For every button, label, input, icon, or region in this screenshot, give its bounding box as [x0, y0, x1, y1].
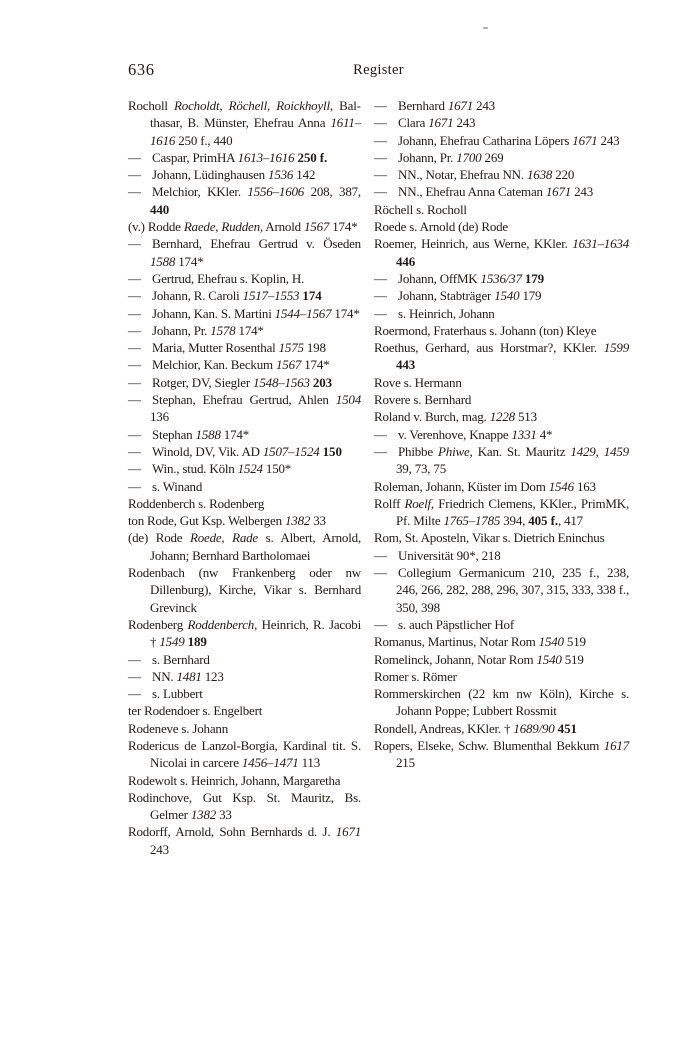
index-entry: — Johann, Stabträger 1540 179 [374, 288, 542, 304]
index-entry: Rodewolt s. Heinrich, Johann, Margaretha [128, 772, 341, 788]
index-entry: Rondell, Andreas, KKler. † 1689/90 451 [374, 720, 577, 736]
index-entry: — Bernhard 1671 243 [374, 98, 495, 113]
index-entry: ton Rode, Gut Ksp. Welbergen 1382 33 [128, 513, 326, 529]
dash-marker: — [374, 184, 387, 200]
index-entry: Rodenberg Roddenberch, Heinrich, R. Jacobi † 1549 189 [128, 616, 361, 650]
dash-marker: — [128, 392, 141, 408]
index-column-right [374, 97, 629, 858]
index-entry: Roethus, Gerhard, aus Horstmar?, KKler. 1599 443 [374, 340, 629, 373]
dash-marker: — [128, 478, 141, 494]
index-entry: — Johann, Lüdinghausen 1536 142 [128, 167, 316, 183]
index-entry: — Johann, Pr. 1700 269 [374, 149, 504, 165]
dash-marker: — [128, 149, 141, 165]
index-entry: Roland v. Burch, mag. 1228 513 [374, 409, 537, 425]
dash-marker: — [128, 374, 141, 390]
index-entry: — Caspar, PrimHA 1613–1616 250 f. [128, 149, 328, 165]
index-entry: Romelinck, Johann, Notar Rom 1540 519 [374, 651, 584, 667]
index-entry: — s. Winand [128, 478, 203, 494]
index-entry: Roede s. Arnold (de) Rode [374, 219, 509, 235]
index-entry: — Clara 1671 243 [374, 115, 476, 131]
dash-marker: — [128, 461, 141, 477]
index-entry: — NN. 1481 123 [128, 668, 224, 684]
index-entry: — Phibbe Phiwe, Kan. St. Mauritz 1429, 1459 39, 73, 75 [374, 443, 629, 477]
index-entry: Roleman, Johann, Küster im Dom 1546 163 [374, 478, 596, 494]
index-entry: — Johann, Pr. 1578 174* [128, 322, 264, 338]
index-entry: Rodorff, Arnold, Sohn Bernhards d. J. 1671 243 [128, 824, 361, 857]
index-entry: — Bernhard, Ehefrau Gertrud v. Öseden 1588 174* [128, 236, 361, 269]
page-title: Register [353, 62, 404, 78]
index-entry: — NN., Notar, Ehefrau NN. 1638 220 [374, 167, 575, 183]
dash-marker: — [374, 565, 387, 581]
index-entry: Rodinchove, Gut Ksp. St. Mauritz, Bs. Gelmer 1382 33 [128, 789, 361, 823]
index-entry: Röchell s. Rocholl [374, 201, 467, 217]
dash-marker: — [128, 340, 141, 356]
dash-marker: — [128, 184, 141, 200]
index-entry: Rolff Roelf, Friedrich Clemens, KKler., PrimMK, Pf. Milte 1765–1785 394, 405 f., 417 [374, 495, 629, 529]
page-header [128, 60, 629, 82]
index-entry: Rodenbach (nw Frankenberg oder nw Dillenburg), Kirche, Vikar s. Bernhard Grevinck [128, 565, 361, 615]
index-entry: — s. Bernhard [128, 651, 210, 667]
index-entry: — Johann, R. Caroli 1517–1553 174 [128, 288, 322, 304]
index-entry: — s. Lubbert [128, 686, 203, 702]
index-entry: Romer s. Römer [374, 668, 457, 684]
index-entry: Ropers, Elseke, Schw. Blumenthal Bekkum 1617 215 [374, 737, 629, 771]
dash-marker: — [128, 167, 141, 183]
index-entry: Rove s. Hermann [374, 374, 462, 390]
scan-artifact-speck [483, 27, 488, 29]
dash-marker: — [128, 270, 141, 286]
index-entry: — Melchior, KKler. 1556–1606 208, 387, 440 [128, 184, 361, 217]
index-entry: — Gertrud, Ehefrau s. Koplin, H. [128, 270, 305, 286]
dash-marker: — [374, 149, 387, 165]
dash-marker: — [374, 270, 387, 286]
dash-marker: — [374, 167, 387, 183]
index-column-left [128, 97, 361, 858]
dash-marker: — [374, 132, 387, 148]
dash-marker: — [374, 305, 387, 321]
index-entry: Rommerskirchen (22 km nw Köln), Kirche s. Johann Poppe; Lubbert Rossmit [374, 686, 629, 719]
index-entry: — Win., stud. Köln 1524 150* [128, 461, 292, 477]
page-number: 636 [128, 60, 155, 79]
index-entry: — s. Heinrich, Johann [374, 305, 495, 321]
index-entry: — Collegium Germanicum 210, 235 f., 238, 246, 266, 282, 288, 296, 307, 315, 333, 338 f., 350, 398 [374, 565, 629, 615]
index-entry: Rovere s. Bernhard [374, 392, 472, 408]
index-entry: — Rotger, DV, Siegler 1548–1563 203 [128, 374, 333, 390]
dash-marker: — [374, 426, 387, 442]
index-entry: — Maria, Mutter Rosenthal 1575 198 [128, 340, 326, 356]
index-entry: — Melchior, Kan. Beckum 1567 174* [128, 357, 330, 373]
index-entry: Rodeneve s. Johann [128, 720, 229, 736]
index-entry: Roermond, Fraterhaus s. Johann (ton) Kleye [374, 322, 597, 338]
dash-marker: — [128, 305, 141, 321]
dash-marker: — [128, 322, 141, 338]
dash-marker: — [374, 547, 387, 563]
dash-marker: — [128, 426, 141, 442]
index-entry: (de) Rode Roede, Rade s. Albert, Arnold, Johann; Bernhard Bartholomaei [128, 530, 361, 563]
dash-marker: — [128, 357, 141, 373]
index-entry: Rom, St. Aposteln, Vikar s. Dietrich Eninchus [374, 530, 605, 546]
index-entry: — Stephan, Ehefrau Gertrud, Ahlen 1504 136 [128, 392, 361, 425]
index-entry: — Universität 90*, 218 [374, 547, 501, 563]
index-entry: — Johann, Ehefrau Catharina Löpers 1671 243 [374, 132, 620, 148]
index-entry: — Johann, OffMK 1536/37 179 [374, 270, 545, 286]
index-entry: Rodericus de Lanzol-Borgia, Kardinal tit. S. Nicolai in carcere 1456–1471 113 [128, 737, 361, 771]
dash-marker: — [374, 98, 387, 113]
index-entry: ter Rodendoer s. Engelbert [128, 703, 263, 719]
dash-marker: — [128, 668, 141, 684]
dash-marker: — [374, 443, 387, 459]
index-entry: — NN., Ehefrau Anna Cateman 1671 243 [374, 184, 594, 200]
dash-marker: — [374, 616, 387, 632]
dash-marker: — [374, 115, 387, 131]
index-entry: Rocholl Rocholdt, Röchell, Roickhoyll, Balthasar, B. Münster, Ehefrau Anna 1611–1616 250 f., 440 [128, 98, 361, 148]
index-entry: — Stephan 1588 174* [128, 426, 250, 442]
dash-marker: — [374, 288, 387, 304]
index-entry: (v.) Rodde Raede, Rudden, Arnold 1567 174* [128, 219, 358, 235]
index-entry: Roemer, Heinrich, aus Werne, KKler. 1631–1634 446 [374, 236, 629, 269]
dash-marker: — [128, 686, 141, 702]
index-entry: — Johann, Kan. S. Martini 1544–1567 174* [128, 305, 360, 321]
dash-marker: — [128, 288, 141, 304]
index-columns [128, 97, 629, 858]
dash-marker: — [128, 236, 141, 252]
dash-marker: — [128, 651, 141, 667]
index-entry: — Winold, DV, Vik. AD 1507–1524 150 [128, 443, 342, 459]
index-entry: — s. auch Päpstlicher Hof [374, 616, 514, 632]
index-entry: Romanus, Martinus, Notar Rom 1540 519 [374, 634, 586, 650]
dash-marker: — [128, 443, 141, 459]
index-entry: — v. Verenhove, Knappe 1331 4* [374, 426, 553, 442]
index-entry: Roddenberch s. Rodenberg [128, 495, 265, 511]
